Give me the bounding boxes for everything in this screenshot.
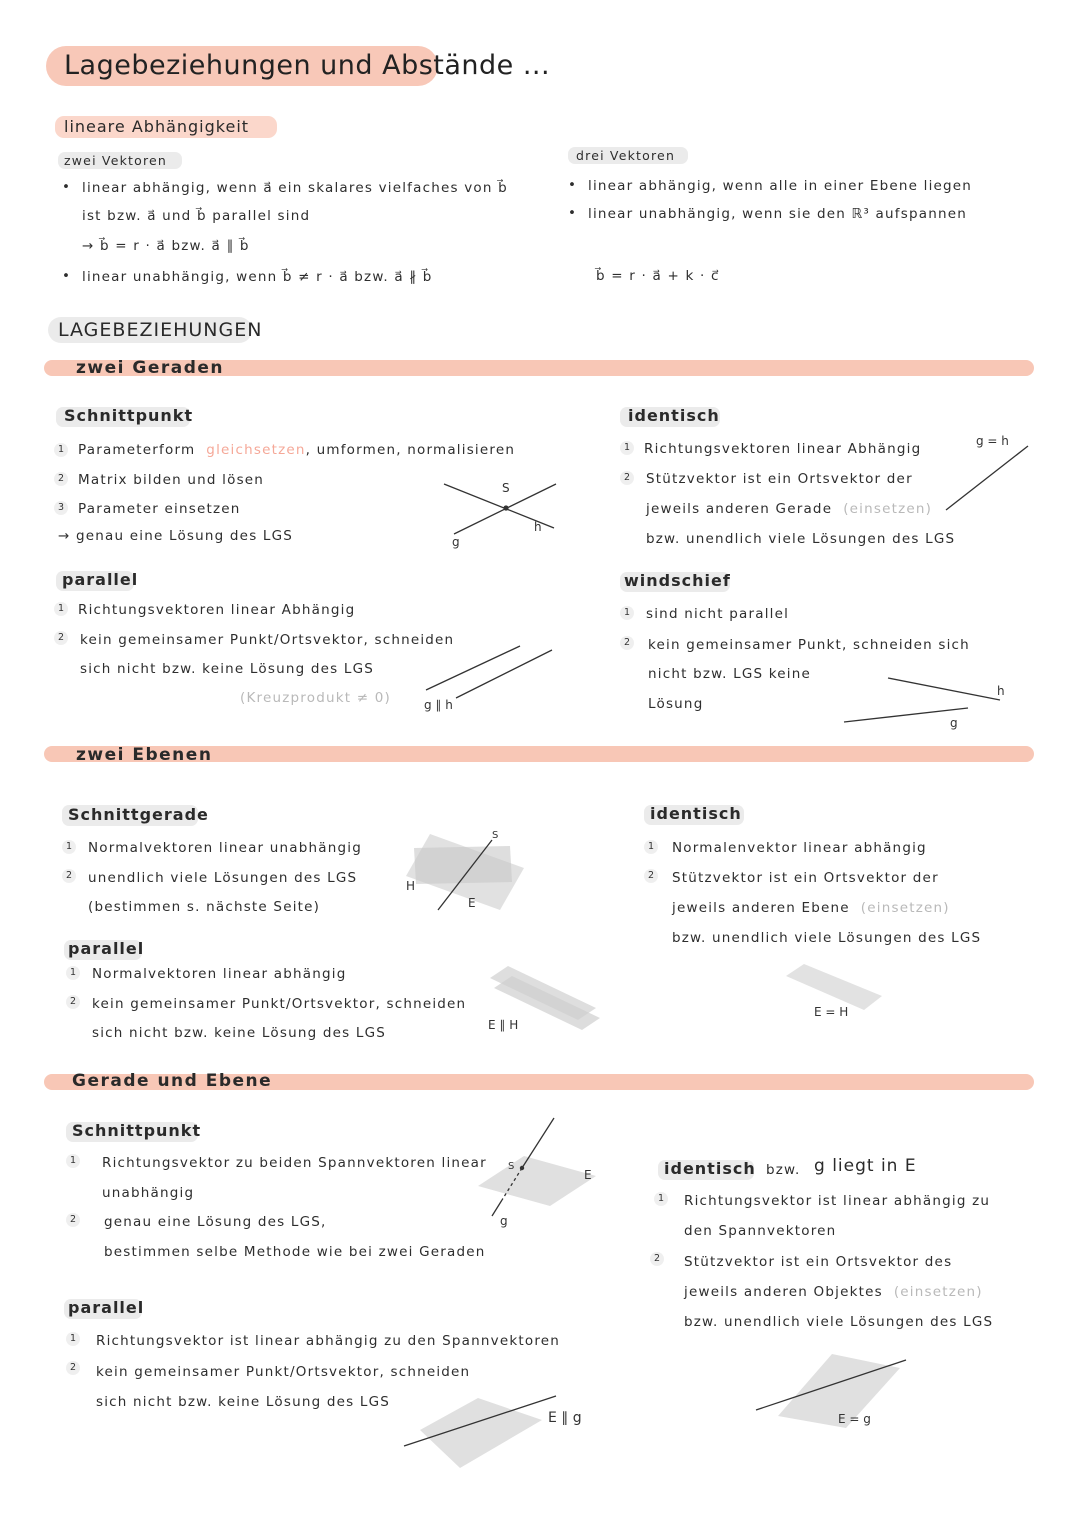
ee-parallel-line-3: sich nicht bzw. keine Lösung des LGS: [92, 1025, 387, 1041]
identical-lines-diagram: [940, 440, 1040, 520]
step-number: 2: [62, 869, 76, 883]
ee-identisch-line-1: Normalenvektor linear abhängig: [672, 840, 927, 856]
ge-identisch-line-1b: den Spannvektoren: [684, 1223, 837, 1239]
section-heading-lagebeziehungen: LAGEBEZIEHUNGEN: [58, 319, 263, 341]
label-e-equals-h: E = H: [814, 1005, 849, 1019]
ge-identisch-g-liegt-in-e: g liegt in E: [814, 1156, 917, 1176]
ge-identisch-line-4: bzw. unendlich viele Lösungen des LGS: [684, 1314, 994, 1330]
step-number: 2: [620, 471, 634, 485]
label-s: S: [502, 481, 510, 495]
two-vectors-label: zwei Vektoren: [64, 153, 168, 168]
gg-schnitt-line-2: Matrix bilden und lösen: [78, 472, 265, 488]
label-e-parallel-h: E ∥ H: [488, 1018, 519, 1032]
two-vectors-line-2: ist bzw. a⃗ und b⃗ parallel sind: [82, 208, 311, 224]
step-number: 1: [66, 1332, 80, 1346]
ge-parallel-line-3: sich nicht bzw. keine Lösung des LGS: [96, 1394, 391, 1410]
bullet: •: [568, 177, 578, 193]
gg-windschief-line-1: sind nicht parallel: [646, 606, 790, 622]
section-title-zwei-geraden: zwei Geraden: [76, 358, 225, 378]
page-title: Lagebeziehungen und Abstände ...: [64, 50, 551, 81]
linear-heading: lineare Abhängigkeit: [64, 117, 250, 136]
two-vectors-formula: → b⃗ = r · a⃗ bzw. a⃗ ∥ b⃗: [82, 238, 250, 254]
ge-schnitt-title: Schnittpunkt: [72, 1121, 202, 1140]
ee-identisch-line-3: jeweils anderen Ebene (einsetzen): [672, 900, 950, 916]
ge-schnitt-line-1: Richtungsvektor zu beiden Spannvektoren linear: [102, 1155, 487, 1171]
section-title-gerade-und-ebene: Gerade und Ebene: [72, 1071, 273, 1091]
label-g-parallel-h: g ∥ h: [424, 698, 453, 712]
ge-schnitt-line-2: genau eine Lösung des LGS,: [104, 1214, 327, 1230]
step-number: 1: [54, 602, 68, 616]
step-number: 2: [66, 995, 80, 1009]
ge-identisch-line-2: Stützvektor ist ein Ortsvektor des: [684, 1254, 953, 1270]
section-title-zwei-ebenen: zwei Ebenen: [76, 745, 213, 765]
ge-parallel-line-2: kein gemeinsamer Punkt/Ortsvektor, schneiden: [96, 1364, 471, 1380]
step-number: 2: [644, 869, 658, 883]
bullet: •: [568, 205, 578, 221]
ee-identisch-line-4: bzw. unendlich viele Lösungen des LGS: [672, 930, 982, 946]
step-number: 2: [66, 1361, 80, 1375]
step-number: 2: [650, 1252, 664, 1266]
gg-schnitt-line-3: Parameter einsetzen: [78, 501, 241, 517]
gg-windschief-title: windschief: [624, 571, 731, 590]
gg-windschief-line-4: Lösung: [648, 696, 704, 712]
label-h: H: [406, 879, 416, 893]
gg-windschief-line-2: kein gemeinsamer Punkt, schneiden sich: [648, 637, 970, 653]
two-vectors-line-4: linear unabhängig, wenn b⃗ ≠ r · a⃗ bzw. a⃗ ∦ b⃗: [82, 269, 433, 285]
label-h: h: [997, 684, 1005, 698]
step-number: 2: [620, 636, 634, 650]
three-vectors-label: drei Vektoren: [576, 148, 676, 163]
ge-identisch-bzw: bzw.: [766, 1162, 801, 1178]
step-number: 1: [620, 606, 634, 620]
label-g: g: [500, 1214, 508, 1228]
ee-schnitt-line-3: (bestimmen s. nächste Seite): [88, 899, 321, 915]
gg-identisch-line-3: jeweils anderen Gerade (einsetzen): [646, 501, 933, 517]
step-number: 3: [54, 501, 68, 515]
gg-parallel-note: (Kreuzprodukt ≠ 0): [240, 690, 391, 706]
gg-parallel-title: parallel: [62, 570, 139, 589]
step-number: 2: [54, 631, 68, 645]
step-number: 1: [654, 1192, 668, 1206]
line-in-plane-diagram: [752, 1352, 912, 1432]
gg-identisch-line-1: Richtungsvektoren linear Abhängig: [644, 441, 922, 457]
gg-parallel-line-1: Richtungsvektoren linear Abhängig: [78, 602, 356, 618]
step-number: 2: [54, 472, 68, 486]
step-number: 1: [620, 441, 634, 455]
label-g: g: [452, 535, 460, 549]
label-e: E: [468, 896, 476, 910]
step-number: 1: [66, 1154, 80, 1168]
gg-schnitt-line-4: → genau eine Lösung des LGS: [58, 528, 294, 544]
label-e-equals-g: E = g: [838, 1412, 871, 1426]
skew-lines-diagram: [840, 670, 1010, 730]
bullet: •: [62, 179, 72, 195]
label-s: S: [508, 1161, 515, 1172]
ee-parallel-line-2: kein gemeinsamer Punkt/Ortsvektor, schneiden: [92, 996, 467, 1012]
ge-schnitt-line-1b: unabhängig: [102, 1185, 195, 1201]
gg-identisch-title: identisch: [628, 406, 720, 425]
ee-schnitt-title: Schnittgerade: [68, 805, 209, 824]
three-vectors-line-2: linear unabhängig, wenn sie den ℝ³ aufspannen: [588, 206, 967, 222]
step-number: 1: [66, 966, 80, 980]
step-number: 2: [66, 1213, 80, 1227]
gg-identisch-line-2: Stützvektor ist ein Ortsvektor der: [646, 471, 913, 487]
ge-identisch-line-1: Richtungsvektor ist linear abhängig zu: [684, 1193, 991, 1209]
gg-parallel-line-3: sich nicht bzw. keine Lösung des LGS: [80, 661, 375, 677]
ee-schnitt-line-1: Normalvektoren linear unabhängig: [88, 840, 363, 856]
ge-identisch-line-3: jeweils anderen Objektes (einsetzen): [684, 1284, 983, 1300]
step-number: 1: [644, 840, 658, 854]
ee-identisch-line-2: Stützvektor ist ein Ortsvektor der: [672, 870, 939, 886]
gg-parallel-line-2: kein gemeinsamer Punkt/Ortsvektor, schneiden: [80, 632, 455, 648]
bullet: •: [62, 268, 72, 284]
label-s: S: [492, 830, 499, 841]
gg-schnitt-line-1: Parameterform gleichsetzen, umformen, normalisieren: [78, 442, 516, 458]
three-vectors-formula: b⃗ = r · a⃗ + k · c⃗: [596, 268, 720, 284]
label-e: E: [584, 1168, 592, 1182]
ee-parallel-line-1: Normalvektoren linear abhängig: [92, 966, 347, 982]
label-h: h: [534, 520, 542, 534]
line-parallel-plane-diagram: [400, 1390, 560, 1474]
intersecting-lines-diagram: [430, 472, 570, 552]
ge-parallel-line-1: Richtungsvektor ist linear abhängig zu den Spannvektoren: [96, 1333, 561, 1349]
gg-schnitt-title: Schnittpunkt: [64, 406, 194, 425]
label-g-equals-h: g = h: [976, 434, 1009, 448]
label-g: g: [950, 716, 958, 730]
ge-parallel-title: parallel: [68, 1298, 145, 1317]
ge-schnitt-line-3: bestimmen selbe Methode wie bei zwei Geraden: [104, 1244, 486, 1260]
step-number: 1: [62, 840, 76, 854]
two-vectors-line-1: linear abhängig, wenn a⃗ ein skalares vielfaches von b⃗: [82, 180, 508, 196]
gg-identisch-line-4: bzw. unendlich viele Lösungen des LGS: [646, 531, 956, 547]
three-vectors-line-1: linear abhängig, wenn alle in einer Ebene liegen: [588, 178, 973, 194]
ee-parallel-title: parallel: [68, 939, 145, 958]
gg-windschief-line-3: nicht bzw. LGS keine: [648, 666, 812, 682]
ge-identisch-title: identisch: [664, 1159, 756, 1178]
ee-schnitt-line-2: unendlich viele Lösungen des LGS: [88, 870, 358, 886]
label-e-parallel-g: E ∥ g: [548, 1410, 582, 1426]
step-number: 1: [54, 443, 68, 457]
ee-identisch-title: identisch: [650, 804, 742, 823]
